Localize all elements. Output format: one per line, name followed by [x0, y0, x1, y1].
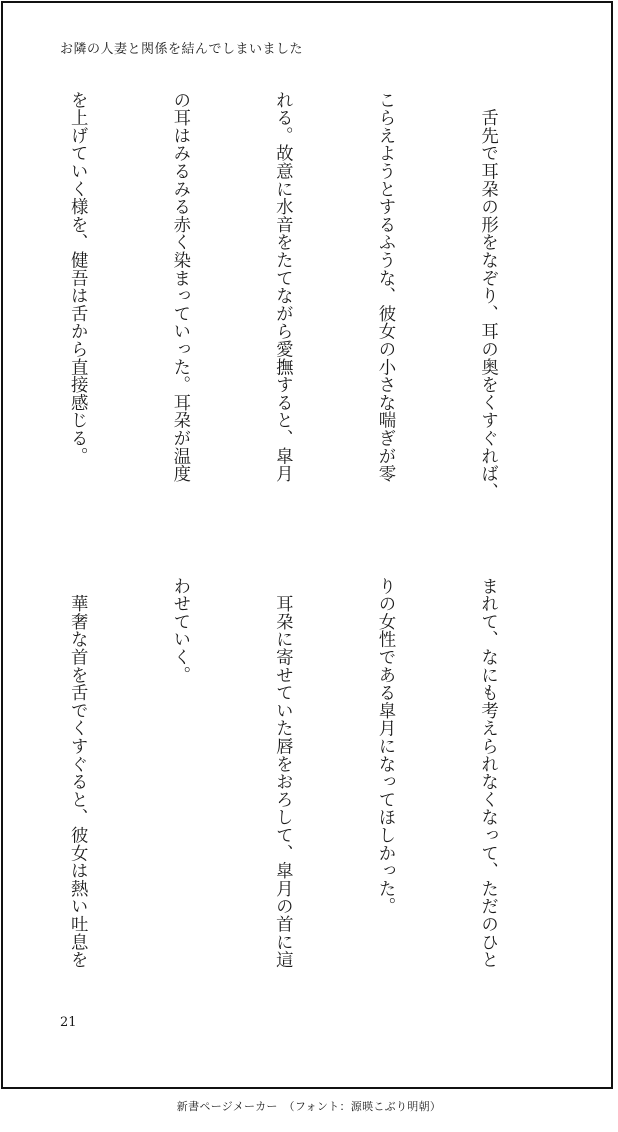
text-line: りの女性である皐月になってほしかった。	[374, 577, 395, 916]
running-title: お隣の人妻と関係を結んでしまいました	[60, 42, 304, 57]
text-line: わせていく。	[169, 577, 190, 684]
text-line: 耳朶に寄せていた唇をおろして、皐月の首に這	[272, 577, 293, 969]
book-page	[1, 1, 613, 1089]
text-block-bottom	[43, 577, 573, 1027]
text-line: の耳はみるみる赤く染まっていった。耳朶が温度	[169, 91, 190, 483]
text-line: まれて、なにも考えられなくなって、ただのひと	[477, 577, 498, 969]
text-line: 舌先で耳朶の形をなぞり、耳の奥をくすぐれば、	[477, 91, 498, 501]
text-line: こらえようとするふうな、彼女の小さな喘ぎが零	[374, 91, 395, 483]
text-line: 華奢な首を舌でくすぐると、彼女は熱い吐息を	[67, 577, 88, 969]
text-line: れる。故意に水音をたてながら愛撫すると、皐月	[272, 91, 293, 483]
footer-credit: 新書ページメーカー （フォント：源暎こぶり明朝）	[176, 1100, 442, 1113]
text-block-top	[43, 91, 573, 541]
page-number: 21	[60, 1015, 77, 1030]
text-line: を上げていく様を、健吾は舌から直接感じる。	[67, 91, 88, 465]
